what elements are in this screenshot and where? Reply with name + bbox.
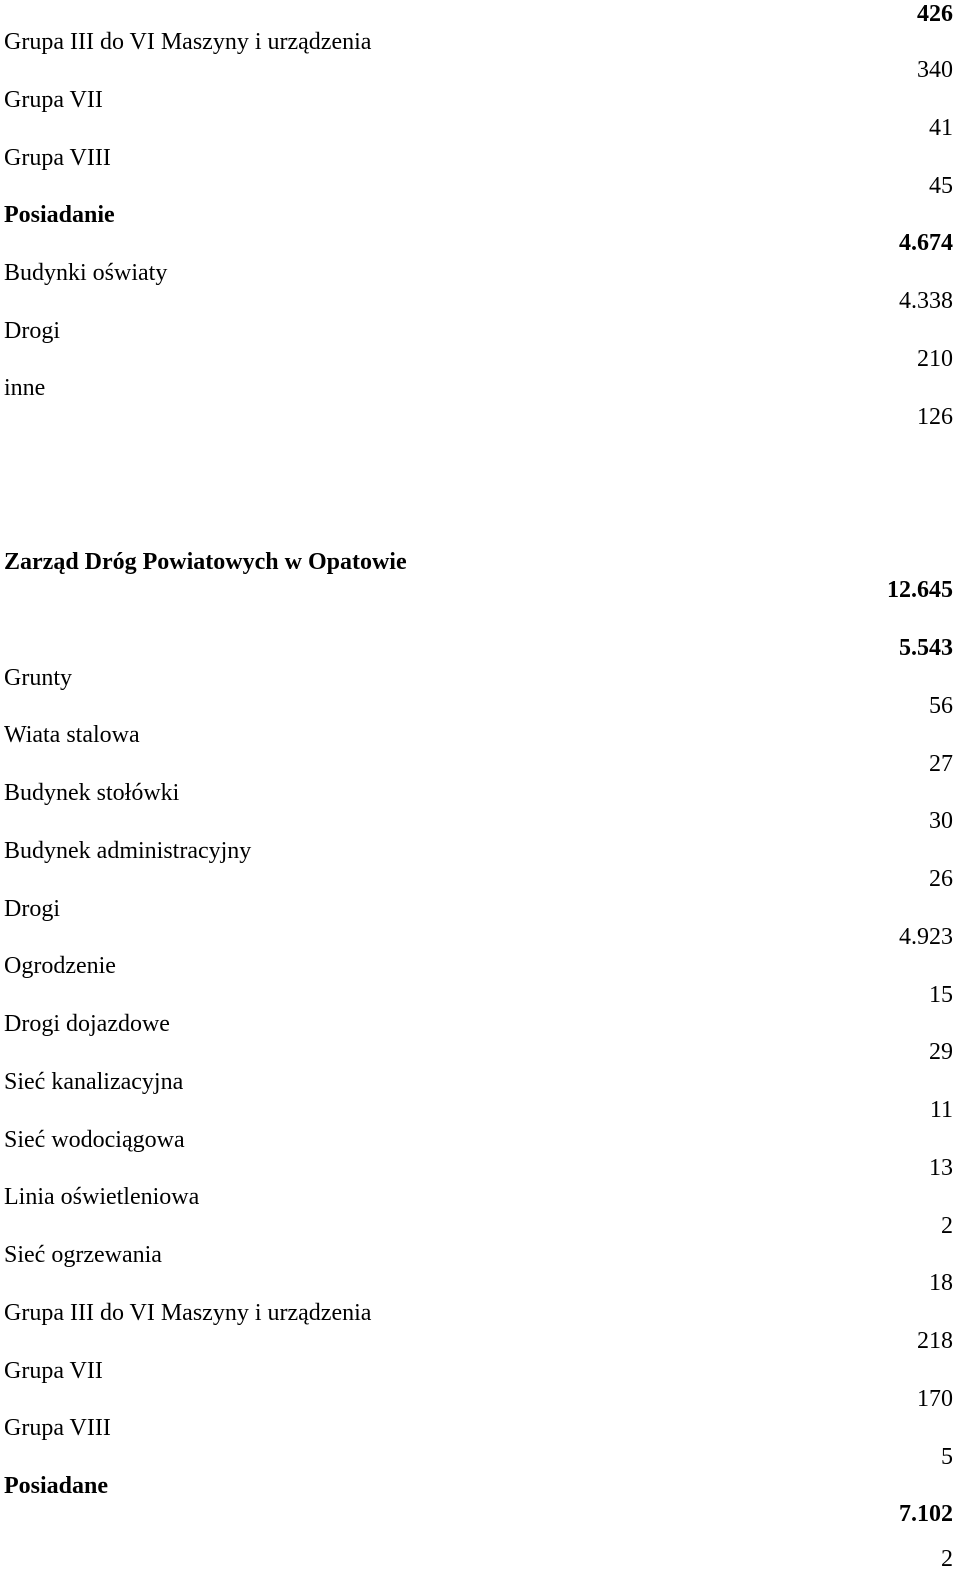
row-label: Grupa VIII xyxy=(4,1415,111,1441)
row-value: 170 xyxy=(917,1386,953,1412)
row-value: 426 xyxy=(917,1,953,27)
row-label: Budynki oświaty xyxy=(4,260,168,286)
row-label: Grupa VII xyxy=(4,87,103,113)
row-value: 11 xyxy=(929,1097,953,1123)
row-label: Sieć kanalizacyjna xyxy=(4,1069,184,1095)
row-value: 56 xyxy=(929,693,953,719)
row-value: 340 xyxy=(917,57,953,83)
row-label: Grupa III do VI Maszyny i urządzenia xyxy=(4,1300,372,1326)
row-value: 4.923 xyxy=(899,924,953,950)
row-value: 7.102 xyxy=(899,1501,953,1527)
row-label: Budynek administracyjny xyxy=(4,838,252,864)
row-label: Sieć wodociągowa xyxy=(4,1127,185,1153)
row-value: 15 xyxy=(929,982,953,1008)
row-value: 13 xyxy=(929,1155,953,1181)
row-label: Sieć ogrzewania xyxy=(4,1242,162,1268)
row-value: 18 xyxy=(929,1270,953,1296)
row-label: Ogrodzenie xyxy=(4,953,116,979)
row-label: Posiadanie xyxy=(4,202,115,228)
row-value: 210 xyxy=(917,346,953,372)
row-value: 5.543 xyxy=(899,635,953,661)
row-value: 126 xyxy=(917,404,953,430)
row-value: 26 xyxy=(929,866,953,892)
row-label: Grupa VII xyxy=(4,1358,103,1384)
row-label: Drogi dojazdowe xyxy=(4,1011,170,1037)
row-value: 5 xyxy=(941,1444,953,1470)
row-label: Drogi xyxy=(4,318,60,344)
row-value: 41 xyxy=(929,115,953,141)
row-value: 27 xyxy=(929,751,953,777)
row-value: 4.674 xyxy=(899,230,953,256)
section-heading: Zarząd Dróg Powiatowych w Opatowie xyxy=(4,549,407,575)
row-label: Wiata stalowa xyxy=(4,722,140,748)
row-value: 2 xyxy=(941,1546,953,1572)
row-value: 218 xyxy=(917,1328,953,1354)
row-label: Posiadane xyxy=(4,1473,109,1499)
row-value: 4.338 xyxy=(899,288,953,314)
row-value: 45 xyxy=(929,173,953,199)
row-label: Grupa VIII xyxy=(4,145,111,171)
row-value: 29 xyxy=(929,1039,953,1065)
row-value: 30 xyxy=(929,808,953,834)
row-value: 2 xyxy=(941,1213,953,1239)
row-label: Budynek stołówki xyxy=(4,780,180,806)
row-label: Drogi xyxy=(4,896,60,922)
row-label: inne xyxy=(4,375,46,401)
row-label: Grupa III do VI Maszyny i urządzenia xyxy=(4,29,372,55)
row-label: Linia oświetleniowa xyxy=(4,1184,200,1210)
row-label: Grunty xyxy=(4,665,72,691)
row-value: 12.645 xyxy=(887,577,953,603)
